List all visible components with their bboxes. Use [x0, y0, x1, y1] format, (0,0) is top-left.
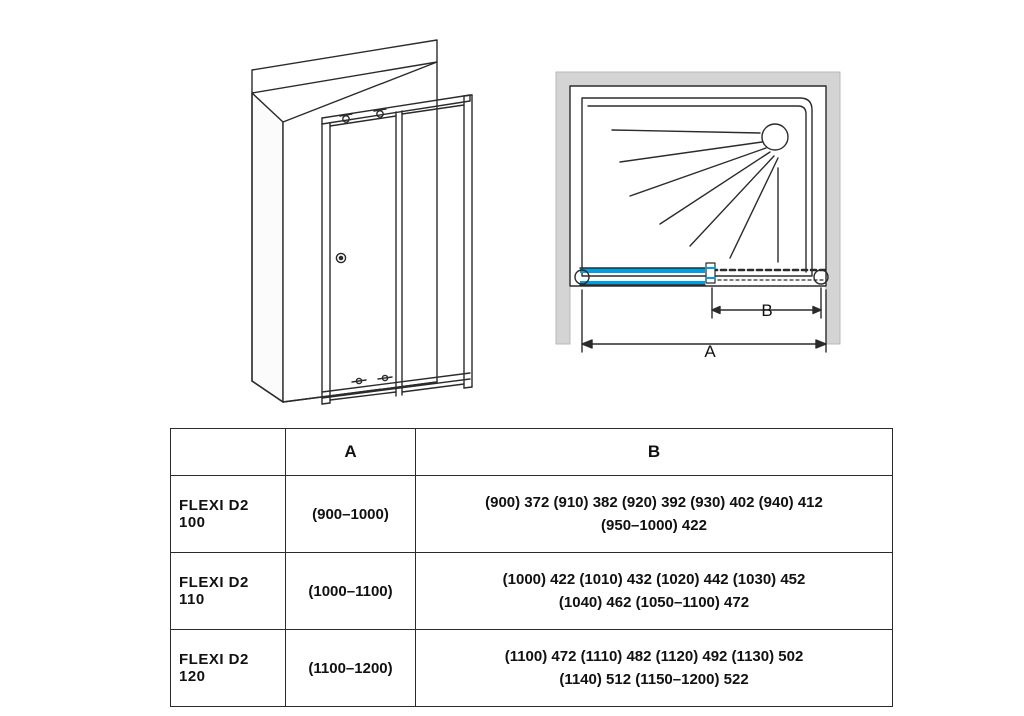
shower-enclosure-perspective	[252, 40, 472, 404]
dimension-label-a: A	[704, 342, 716, 361]
cell-b	[416, 476, 893, 553]
cell-b-line: (1000) 422 (1010) 432 (1020) 442 (1030) 452	[502, 570, 806, 588]
header-b: B	[416, 429, 893, 476]
cell-model: FLEXI D2 120	[171, 630, 286, 707]
table-header-row	[171, 429, 893, 476]
cell-b-line: (1100) 472 (1110) 482 (1120) 492 (1130) 502	[504, 647, 804, 665]
cell-b	[416, 630, 893, 707]
cell-a: (900–1000)	[286, 476, 416, 553]
table-row	[171, 553, 893, 630]
table-row	[171, 476, 893, 553]
specification-table	[170, 428, 893, 707]
cell-model: FLEXI D2 100	[171, 476, 286, 553]
cell-b-line: (1040) 462 (1050–1100) 472	[558, 594, 750, 611]
cell-b	[416, 553, 893, 630]
cell-a: (1000–1100)	[286, 553, 416, 630]
shower-tray-plan	[556, 72, 840, 352]
dimension-label-b: B	[761, 301, 773, 320]
header-a: A	[286, 429, 416, 476]
cell-a: (1100–1200)	[286, 630, 416, 707]
cell-model: FLEXI D2 110	[171, 553, 286, 630]
cell-b-line: (950–1000) 422	[601, 517, 707, 534]
cell-b-line: (1140) 512 (1150–1200) 522	[559, 671, 749, 688]
cell-b-line: (900) 372 (910) 382 (920) 392 (930) 402 (940) 412	[485, 493, 823, 511]
table-row	[171, 630, 893, 707]
header-model	[171, 429, 286, 476]
